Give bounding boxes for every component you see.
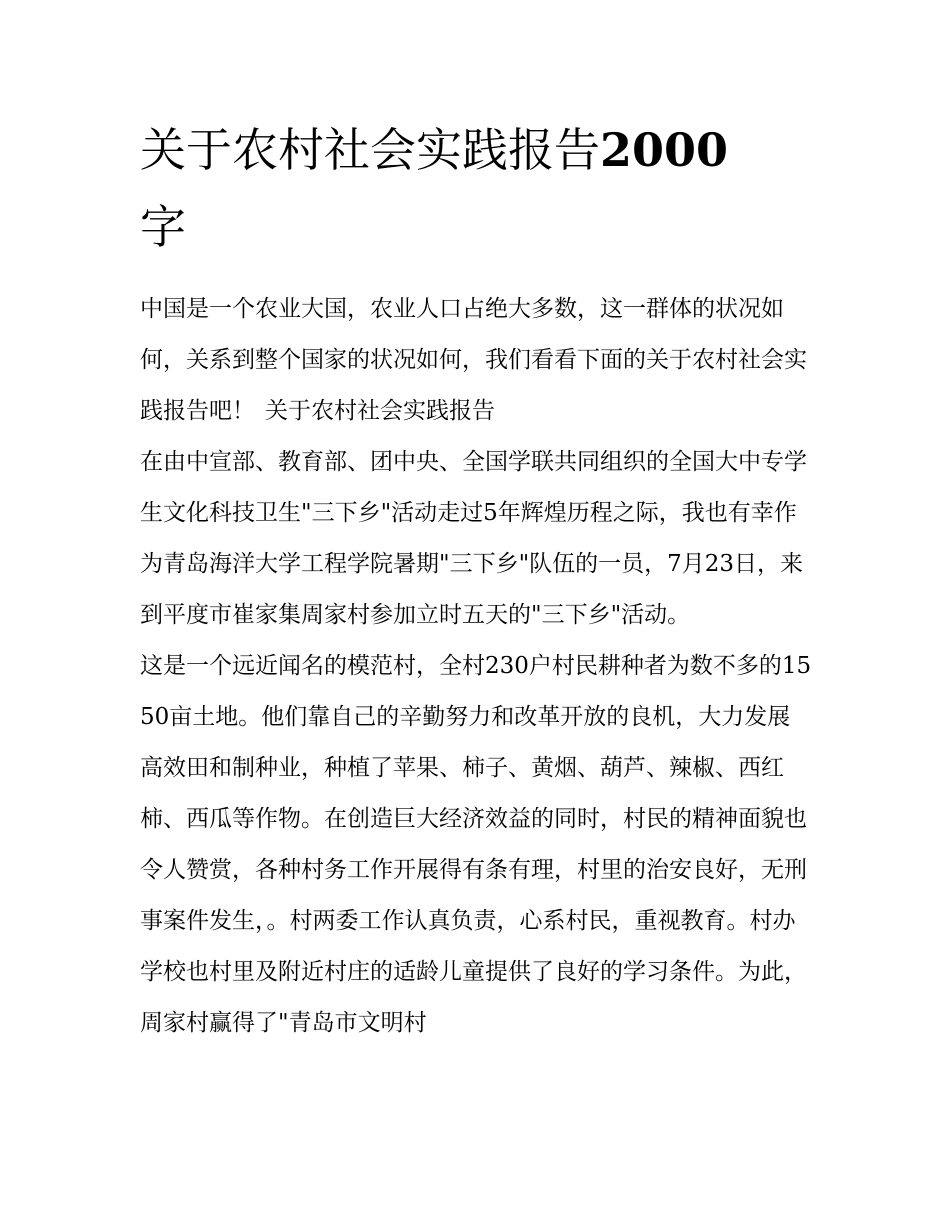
paragraph-village: 这是一个远近闻名的模范村，全村230户村民耕种者为数不多的1550亩土地。他们靠自己的辛勤努力和改革开放的良机，大力发展高效田和制种业，种植了苹果、柿子、黄烟、葫芦、辣椒、西红柿、西瓜等作物。在创造巨大经济效益的同时，村民的精神面貌也令人赞赏，各种村务工作开展得有条有理，村里的治安良好，无刑事案件发生，。村两委工作认真负责，心系村民，重视教育。村办学校也村里及附近村庄的适龄儿童提供了良好的学习条件。为此，周家村赢得了"青岛市文明村 [140,653,812,1036]
title-main: 关于农村社会实践报告 [140,123,600,177]
title-tail: 字 [140,200,186,254]
paragraph-intro-tail: 关于农村社会实践报告 [265,398,495,424]
document-title [140,112,812,266]
paragraph-intro [140,284,812,437]
paragraph-activity: 在由中宣部、教育部、团中央、全国学联共同组织的全国大中专学生文化科技卫生"三下乡"活动走过5年辉煌历程之际，我也有幸作为青岛海洋大学工程学院暑期"三下乡"队伍的一员，7月23日，来到平度市崔家集周家村参加立时五天的"三下乡"活动。 [140,449,807,628]
title-number: 2000 [600,123,729,177]
document-body [140,112,812,1049]
paragraph-intro-text: 中国是一个农业大国，农业人口占绝大多数，这一群体的状况如何，关系到整个国家的状况如何，我们看看下面的关于农村社会实践报告吧！ [140,296,807,424]
